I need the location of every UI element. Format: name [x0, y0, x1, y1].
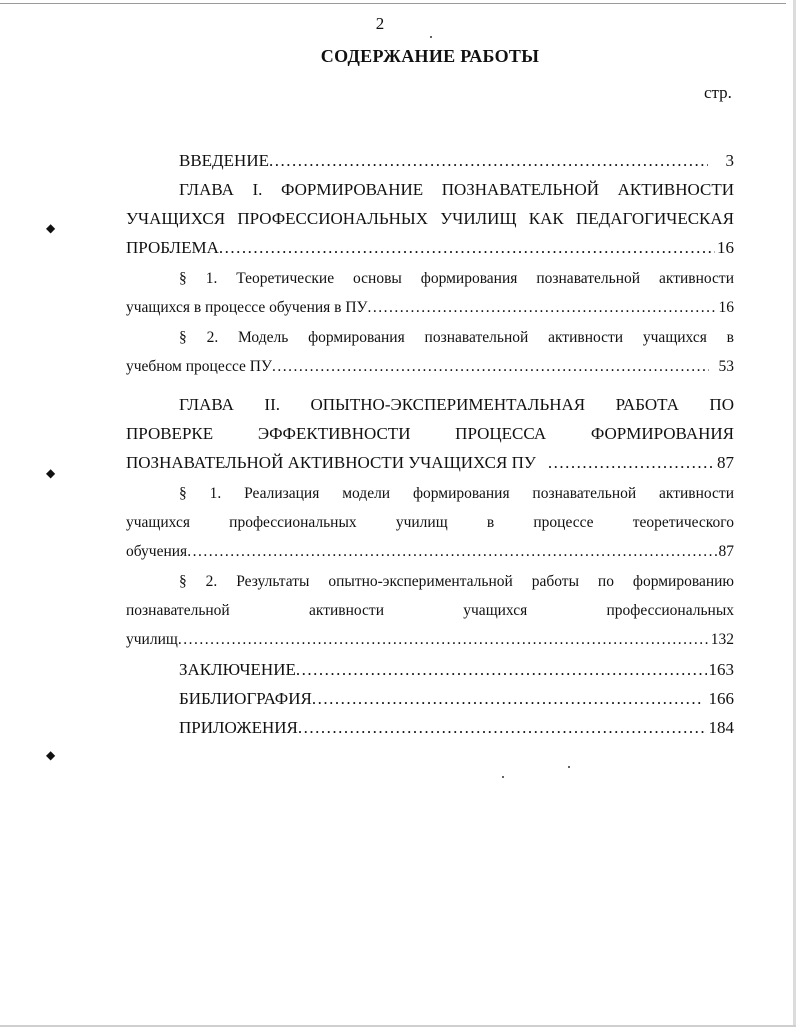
toc-entry-chapter-1-section-1[interactable] [126, 264, 734, 322]
toc-page-number: 16 [718, 299, 734, 316]
toc-line [126, 655, 734, 684]
toc-label: училищ [126, 631, 178, 648]
toc-page-number: 163 [708, 660, 734, 679]
toc-label: БИБЛИОГРАФИЯ [179, 689, 312, 708]
toc-line [126, 233, 734, 262]
toc-line [126, 293, 734, 322]
page-number: 2 [375, 14, 385, 33]
dot-leader [298, 713, 707, 742]
toc-line: учащихся профессиональных училищ в процессе теоретического [126, 514, 734, 531]
toc-page-number: 132 [710, 631, 734, 648]
toc-page-number: 87 [717, 453, 734, 472]
toc-label: учебном процессе ПУ [126, 358, 272, 375]
toc-line: § 1. Реализация модели формирования познавательной активности [179, 485, 734, 502]
toc-line [126, 713, 734, 742]
toc-page-number: 3 [725, 151, 734, 170]
toc-page-number: 16 [717, 238, 734, 257]
toc-entry-conclusion[interactable] [126, 655, 734, 684]
dot-leader [219, 233, 715, 262]
toc-label: учащихся в процессе обучения в ПУ [126, 299, 368, 316]
page-column-label: стр. [704, 83, 732, 102]
toc-line: § 2. Модель формирования познавательной активности учащихся в [179, 329, 734, 346]
toc-label: ВВЕДЕНИЕ [179, 151, 269, 170]
toc-label: ПОЗНАВАТЕЛЬНОЙ АКТИВНОСТИ УЧАЩИХСЯ ПУ [126, 453, 536, 472]
toc-line: § 1. Теоретические основы формирования познавательной активности [179, 270, 734, 287]
toc-line: познавательной активности учащихся профессиональных [126, 602, 734, 619]
dot-leader [187, 537, 716, 566]
toc-entry-chapter-1[interactable] [126, 175, 734, 262]
toc-line: § 2. Результаты опытно-экспериментальной работы по формированию [179, 573, 734, 590]
toc-line [126, 625, 734, 654]
page-title: СОДЕРЖАНИЕ РАБОТЫ [320, 46, 540, 66]
toc-page-number: 184 [708, 718, 734, 737]
toc-line: ГЛАВА I. ФОРМИРОВАНИЕ ПОЗНАВАТЕЛЬНОЙ АКТИВНОСТИ [179, 180, 734, 199]
dot-leader [178, 625, 709, 654]
toc-line: ПРОВЕРКЕ ЭФФЕКТИВНОСТИ ПРОЦЕССА ФОРМИРОВАНИЯ [126, 424, 734, 443]
toc-page-number: 166 [708, 689, 734, 708]
toc-entry-appendices[interactable] [126, 713, 734, 742]
binding-hole-mark: ◆ [46, 466, 56, 480]
toc-entry-chapter-2[interactable] [126, 390, 734, 477]
binding-hole-mark: ◆ [46, 221, 56, 235]
scan-top-edge [0, 3, 786, 4]
toc-entry-chapter-2-section-1[interactable] [126, 479, 734, 566]
toc-line [126, 448, 734, 477]
scan-speck [568, 766, 570, 768]
scan-speck [430, 36, 432, 38]
dot-leader [269, 146, 708, 175]
dot-leader [548, 448, 715, 477]
dot-leader [312, 684, 703, 713]
toc-entry-chapter-2-section-2[interactable] [126, 567, 734, 654]
toc-line [126, 352, 734, 381]
toc-entry-chapter-1-section-2[interactable] [126, 323, 734, 381]
binding-hole-mark: ◆ [46, 748, 56, 762]
dot-leader [368, 293, 717, 322]
toc-label: ПРОБЛЕМА [126, 238, 219, 257]
scan-speck [502, 776, 504, 778]
toc-page-number: 87 [718, 543, 734, 560]
toc-line: УЧАЩИХСЯ ПРОФЕССИОНАЛЬНЫХ УЧИЛИЩ КАК ПЕДАГОГИЧЕСКАЯ [126, 209, 734, 228]
dot-leader [296, 655, 707, 684]
toc-label: ПРИЛОЖЕНИЯ [179, 718, 298, 737]
dot-leader [272, 352, 709, 381]
toc-page-number: 53 [718, 358, 734, 375]
toc-entry-bibliography[interactable] [126, 684, 734, 713]
toc-line [126, 537, 734, 566]
toc-label: ЗАКЛЮЧЕНИЕ [179, 660, 296, 679]
toc-entry-intro[interactable] [126, 146, 734, 175]
toc-label: обучения [126, 543, 188, 560]
toc-line [126, 684, 734, 713]
toc-line: ГЛАВА II. ОПЫТНО-ЭКСПЕРИМЕНТАЛЬНАЯ РАБОТА ПО [179, 395, 734, 414]
toc-line [126, 146, 734, 175]
